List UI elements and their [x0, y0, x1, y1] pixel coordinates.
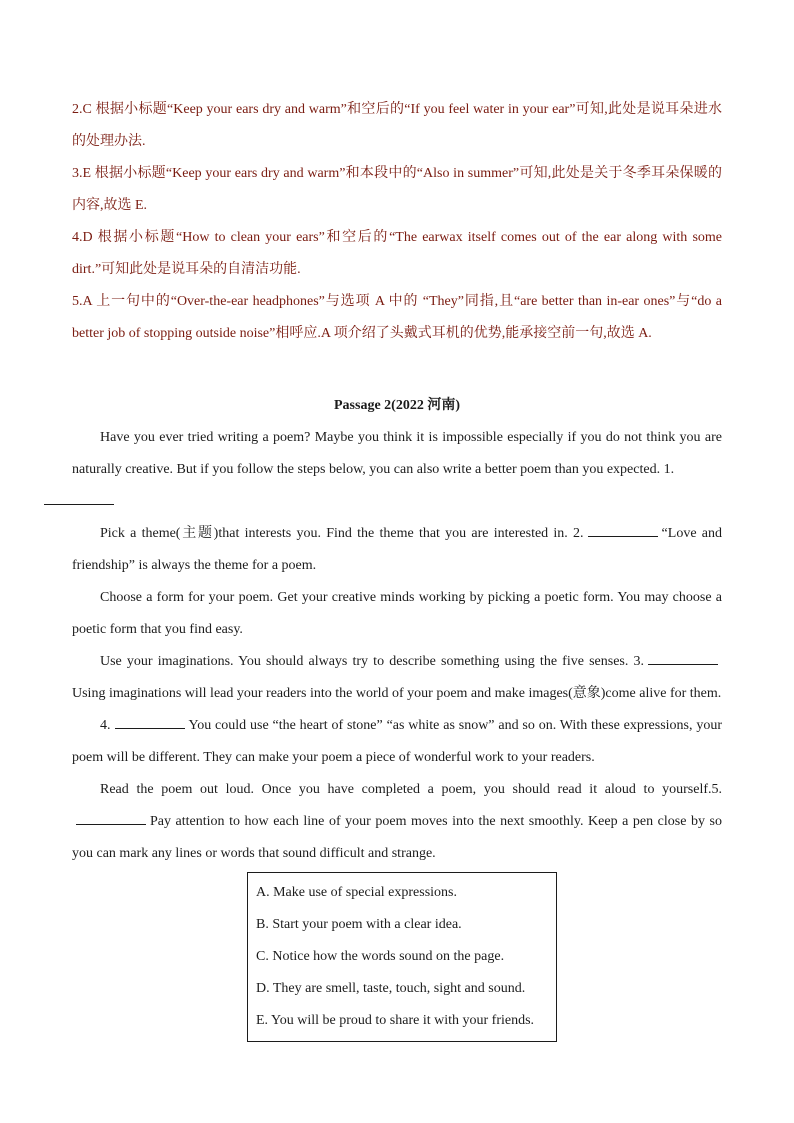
paragraph-6 — [72, 774, 722, 870]
paragraph-5 — [72, 710, 722, 774]
paragraph-2-text-a: Pick a theme(主题)that interests you. Find the theme that you are interested in. 2. — [100, 526, 584, 541]
blank-5[interactable] — [76, 810, 146, 825]
blank-2[interactable] — [588, 522, 658, 537]
paragraph-6-text-b: Pay attention to how each line of your poem moves into the next smoothly. Keep a pen close by so you can mark any lines or words that sound difficult and strange. — [72, 814, 722, 861]
paragraph-5-text-a: 4. — [100, 718, 111, 733]
options-box — [247, 872, 557, 1042]
blank-3[interactable] — [648, 650, 718, 665]
passage-body — [72, 422, 722, 870]
answer-explanations — [72, 94, 722, 350]
paragraph-2 — [72, 518, 722, 582]
paragraph-1-text: Have you ever tried writing a poem? Maybe you think it is impossible especially if you do not think you are naturally creative. But if you follow the steps below, you can also write a better poem than you expected. 1. — [72, 430, 722, 477]
option-d: D. They are smell, taste, touch, sight and sound. — [256, 981, 526, 996]
answer-5: 5.A 上一句中的“Over-the-ear headphones”与选项 A 中的 “They”同指,且“are better than in-ear ones”与“do a better job of stopping outside noise”相呼应.A 项介绍了头戴式耳机的优势,能承接空前一句,故选 A. — [72, 294, 722, 341]
paragraph-3 — [72, 582, 722, 646]
blank-4[interactable] — [115, 714, 185, 729]
answer-2: 2.C 根据小标题“Keep your ears dry and warm”和空后的“If you feel water in your ear”可知,此处是说耳朵进水的处理办法. — [72, 102, 722, 149]
paragraph-3-text: Choose a form for your poem. Get your creative minds working by picking a poetic form. You may choose a poetic form that you find easy. — [72, 590, 722, 637]
option-b: B. Start your poem with a clear idea. — [256, 917, 462, 932]
paragraph-4 — [72, 646, 722, 710]
passage-title: Passage 2(2022 河南) — [334, 398, 460, 413]
paragraph-2-text-b: “Love and friendship” is always the theme for a poem. — [72, 526, 722, 573]
blank-1[interactable] — [44, 490, 114, 505]
paragraph-6-text-a: Read the poem out loud. Once you have completed a poem, you should read it aloud to yourself.5. — [100, 782, 722, 797]
option-c: C. Notice how the words sound on the page. — [256, 949, 505, 964]
paragraph-1 — [72, 422, 722, 518]
option-a: A. Make use of special expressions. — [256, 885, 458, 900]
answer-4: 4.D 根据小标题“How to clean your ears”和空后的“The earwax itself comes out of the ear along with some dirt.”可知此处是说耳朵的自清洁功能. — [72, 230, 722, 277]
paragraph-4-text-a: Use your imaginations. You should always try to describe something using the five senses. 3. — [100, 654, 644, 669]
answer-3: 3.E 根据小标题“Keep your ears dry and warm”和本段中的“Also in summer”可知,此处是关于冬季耳朵保暖的内容,故选 E. — [72, 166, 722, 213]
option-e: E. You will be proud to share it with your friends. — [256, 1013, 535, 1028]
document-page — [72, 94, 722, 1042]
paragraph-5-text-b: You could use “the heart of stone” “as white as snow” and so on. With these expressions, your poem will be different. They can make your poem a piece of wonderful work to your readers. — [72, 718, 722, 765]
paragraph-4-text-b: Using imaginations will lead your readers into the world of your poem and make images(意象)come alive for them. — [72, 686, 722, 701]
